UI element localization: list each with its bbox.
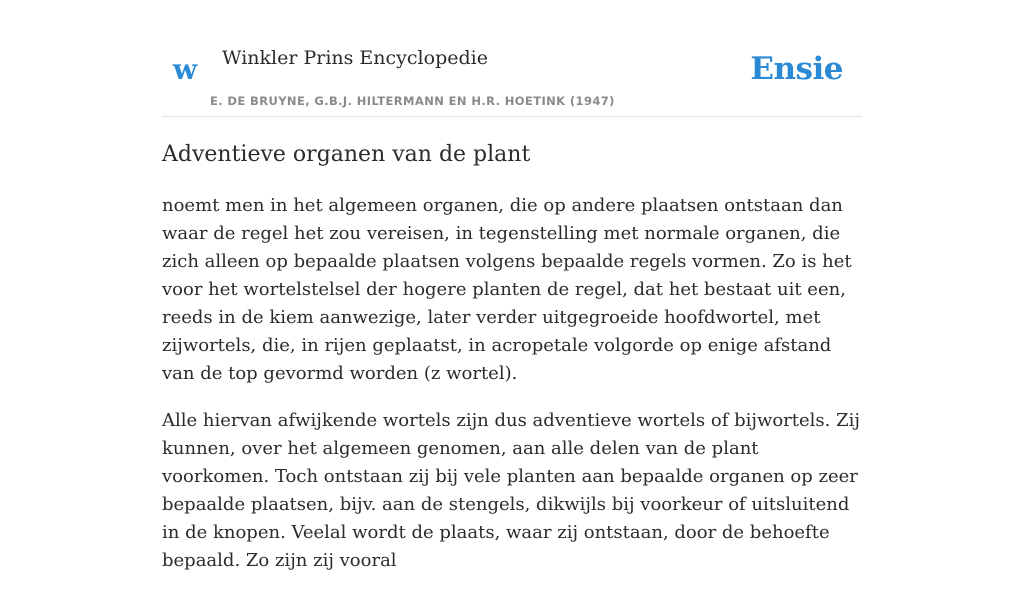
article-paragraph: Alle hiervan afwijkende wortels zijn dus adventieve wortels of bijwortels. Zij kunnen, over het algemeen genomen, aan alle delen van de plant voorkomen. Toch ontstaan zij bij vele planten aan bepaalde organen op zeer bepaalde plaatsen, bijv. aan de stengels, dikwijls bij voorkeur of uitsluitend in de knopen. Veelal wordt de plaats, waar zij ontstaan, door de behoefte bepaald. Zo zijn zij vooral: [162, 410, 860, 571]
page: [162, 0, 862, 571]
publication-title[interactable]: Winkler Prins Encyclopedie: [222, 47, 488, 69]
header: [162, 0, 862, 117]
article-title: Adventieve organen van de plant: [162, 142, 531, 167]
winkler-prins-logo[interactable]: w: [173, 53, 198, 86]
publication-authors: E. DE BRUYNE, G.B.J. HILTERMANN EN H.R. HOETINK (1947): [210, 94, 615, 108]
article-paragraph: noemt men in het algemeen organen, die op andere plaatsen ontstaan dan waar de regel het zou vereisen, in tegenstelling met normale organen, die zich alleen op bepaalde plaatsen volgens bepaalde regels vormen. Zo is het voor het wortelstelsel der hogere planten de regel, dat het bestaat uit een, reeds in de kiem aanwezige, later verder uitgegroeide hoofdwortel, met zijwortels, die, in rijen geplaatst, in acropetale volgorde op enige afstand van de top gevormd worden (z wortel).: [162, 195, 852, 384]
article-body: [162, 192, 862, 594]
ensie-logo[interactable]: Ensie: [750, 51, 843, 87]
